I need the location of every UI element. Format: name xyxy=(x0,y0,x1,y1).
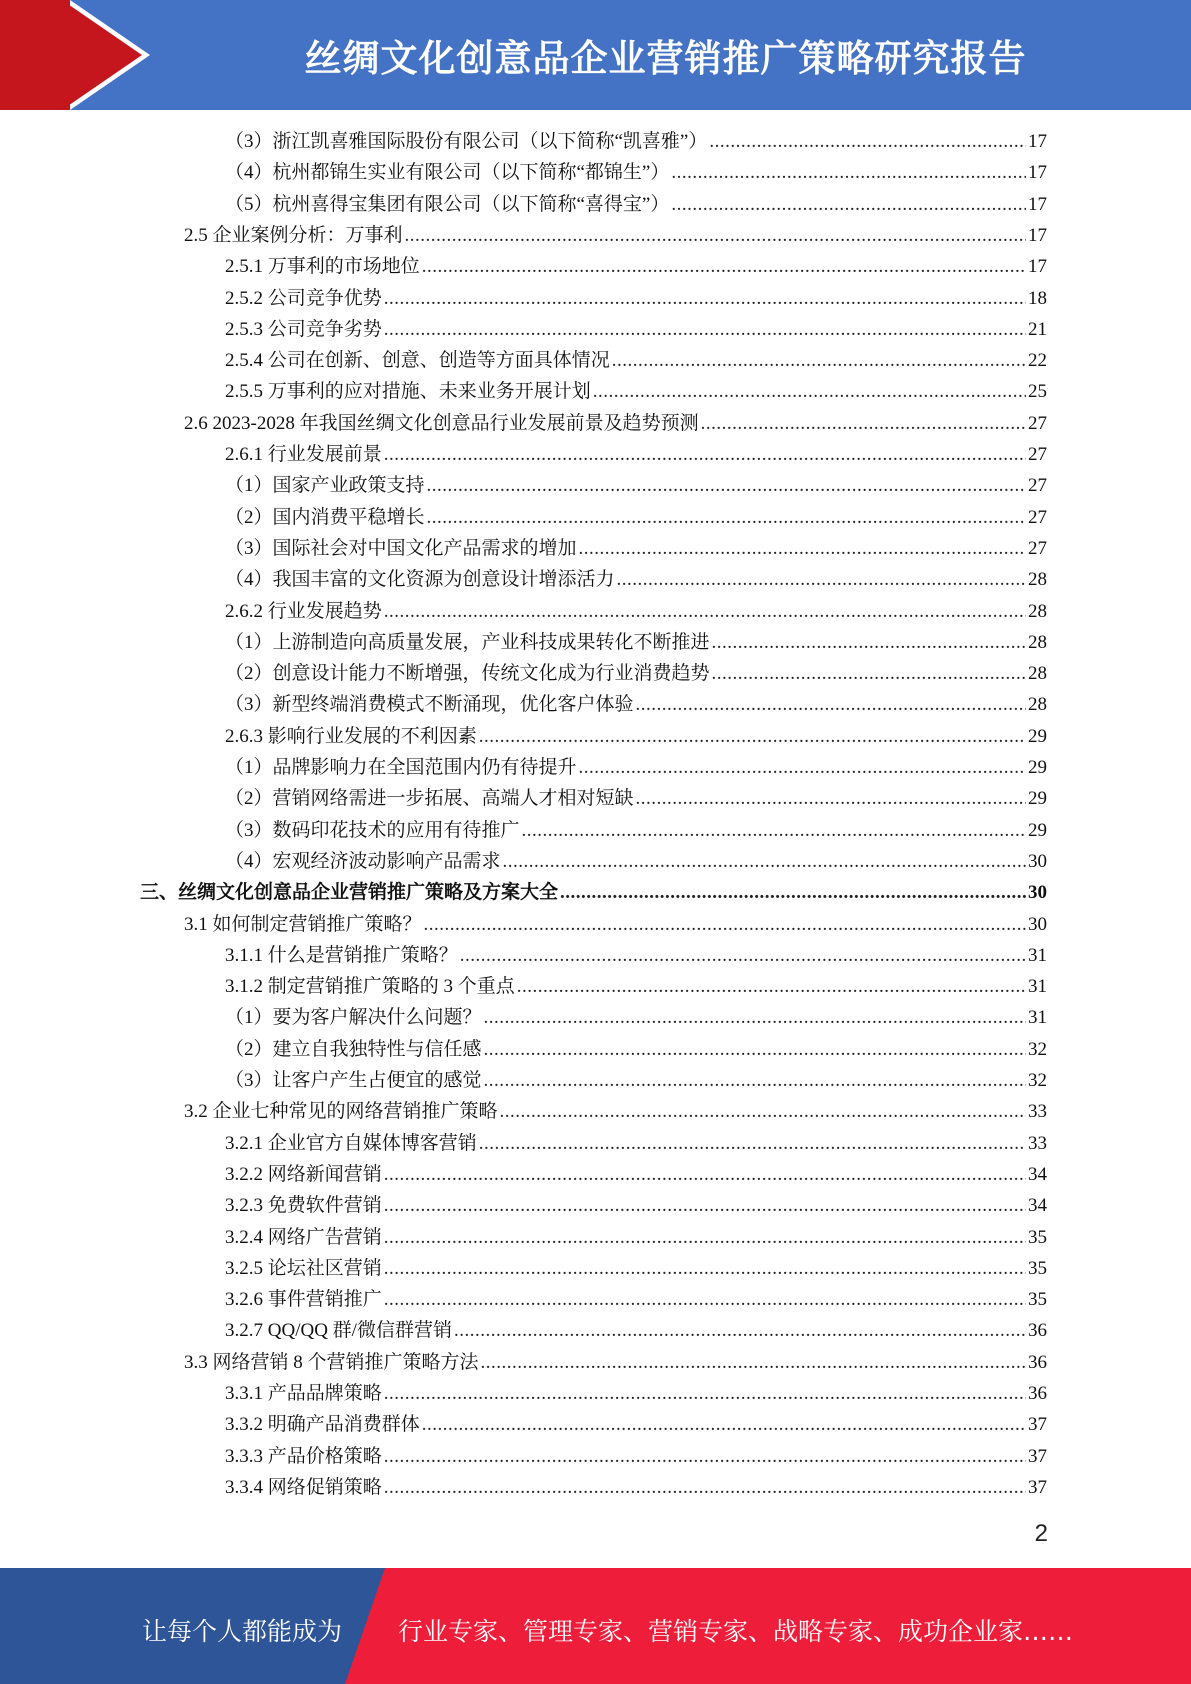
toc-entry[interactable] xyxy=(225,502,1047,533)
toc-leader-dots xyxy=(427,470,1026,501)
toc-entry-page: 25 xyxy=(1028,381,1047,403)
toc-entry[interactable] xyxy=(225,1190,1047,1221)
header-red-chevron xyxy=(62,0,142,110)
toc-entry[interactable] xyxy=(225,283,1047,314)
toc-entry-title: （4）宏观经济波动影响产品需求 xyxy=(225,850,501,872)
toc-leader-dots xyxy=(384,1284,1026,1315)
toc-entry-title: 三、丝绸文化创意品企业营销推广策略及方案大全 xyxy=(140,882,559,904)
toc-entry-page: 35 xyxy=(1028,1289,1047,1311)
toc-entry[interactable] xyxy=(225,314,1047,345)
toc-leader-dots xyxy=(484,1002,1026,1033)
toc-entry-page: 29 xyxy=(1028,819,1047,841)
header-red-block xyxy=(0,0,70,110)
toc-entry-title: 3.1.1 什么是营销推广策略？ xyxy=(225,944,458,966)
page-number: 2 xyxy=(1034,1520,1048,1547)
toc-entry-page: 36 xyxy=(1028,1320,1047,1342)
toc-entry[interactable] xyxy=(225,564,1047,595)
toc-entry-page: 28 xyxy=(1028,694,1047,716)
toc-entry-title: 2.6.1 行业发展前景 xyxy=(225,444,382,465)
toc-entry-page: 35 xyxy=(1028,1226,1047,1248)
toc-leader-dots xyxy=(427,502,1026,533)
toc-entry-title: 3.2.6 事件营销推广 xyxy=(225,1289,382,1311)
toc-leader-dots xyxy=(671,157,1026,188)
toc-entry[interactable] xyxy=(225,627,1047,658)
toc-entry[interactable] xyxy=(225,1034,1047,1065)
toc-entry-page: 17 xyxy=(1028,162,1047,184)
toc-entry[interactable] xyxy=(225,189,1047,220)
toc-entry-page: 37 xyxy=(1028,1476,1047,1498)
toc-entry[interactable] xyxy=(184,909,1047,940)
toc-entry-page: 33 xyxy=(1028,1132,1047,1154)
toc-entry[interactable] xyxy=(225,1253,1047,1284)
toc-leader-dots xyxy=(636,689,1026,720)
toc-entry-title: 2.6.2 行业发展趋势 xyxy=(225,600,382,622)
page-title: 丝绸文化创意品企业营销推广策略研究报告 xyxy=(304,37,1027,80)
toc-leader-dots xyxy=(422,251,1026,282)
toc-leader-dots xyxy=(612,345,1026,376)
toc-entry-title: 2.6.3 影响行业发展的不利因素 xyxy=(225,725,477,747)
toc-entry[interactable] xyxy=(225,658,1047,689)
toc-entry-page: 17 xyxy=(1028,256,1047,278)
toc-leader-dots xyxy=(701,408,1026,439)
toc-leader-dots xyxy=(522,815,1026,846)
toc-entry[interactable] xyxy=(225,721,1047,752)
toc-entry-title: （3）数码印花技术的应用有待推广 xyxy=(225,819,520,841)
toc-leader-dots xyxy=(384,314,1026,345)
toc-entry-page: 36 xyxy=(1028,1383,1047,1404)
toc-leader-dots xyxy=(405,220,1026,251)
toc-entry[interactable] xyxy=(225,846,1047,877)
toc-entry-title: （3）让客户产生占便宜的感觉 xyxy=(225,1070,482,1091)
toc-leader-dots xyxy=(517,971,1026,1002)
toc-leader-dots xyxy=(671,189,1026,220)
toc-entry-title: 3.2.7 QQ/QQ 群/微信群营销 xyxy=(225,1320,452,1342)
toc-entry[interactable] xyxy=(225,1284,1047,1315)
toc-entry[interactable] xyxy=(225,1472,1047,1503)
toc-entry-title: （3）新型终端消费模式不断涌现，优化客户体验 xyxy=(225,694,634,716)
footer-slogan-left: 让每个人都能成为 xyxy=(142,1617,343,1646)
toc-entry-page: 34 xyxy=(1028,1195,1047,1217)
toc-entry-page: 21 xyxy=(1028,318,1047,340)
toc-leader-dots xyxy=(481,1347,1026,1378)
toc-entry-page: 27 xyxy=(1028,537,1047,559)
toc-entry[interactable] xyxy=(225,752,1047,783)
toc-leader-dots xyxy=(479,1128,1026,1159)
toc-entry[interactable] xyxy=(225,971,1047,1002)
toc-entry-page: 27 xyxy=(1028,412,1047,434)
toc-entry-title: 3.3.4 网络促销策略 xyxy=(225,1476,382,1498)
toc-entry-title: 2.5.3 公司竞争劣势 xyxy=(225,318,382,340)
toc-entry-title: 3.3.2 明确产品消费群体 xyxy=(225,1414,420,1436)
toc-entry-page: 32 xyxy=(1028,1038,1047,1060)
toc-entry-title: （3）浙江凯喜雅国际股份有限公司（以下简称“凯喜雅”） xyxy=(225,131,708,152)
toc-entry-page: 31 xyxy=(1028,944,1047,966)
toc-entry-title: （1）上游制造向高质量发展，产业科技成果转化不断推进 xyxy=(225,631,710,653)
toc-entry-title: 3.1.2 制定营销推广策略的 3 个重点 xyxy=(225,976,515,998)
toc-entry[interactable] xyxy=(225,251,1047,282)
toc-entry[interactable] xyxy=(225,1002,1047,1033)
toc-entry-title: （4）我国丰富的文化资源为创意设计增添活力 xyxy=(225,569,615,591)
toc-entry[interactable] xyxy=(225,1315,1047,1346)
toc-entry[interactable] xyxy=(225,1128,1047,1159)
toc-entry[interactable] xyxy=(225,1409,1047,1440)
toc-entry-title: 3.1 如何制定营销推广策略？ xyxy=(184,913,422,935)
toc-entry[interactable] xyxy=(225,940,1047,971)
toc-entry[interactable] xyxy=(225,1222,1047,1253)
toc-leader-dots xyxy=(479,721,1026,752)
toc-entry-page: 34 xyxy=(1028,1163,1047,1185)
toc-entry-title: 3.2.3 免费软件营销 xyxy=(225,1195,382,1217)
toc-entry-page: 35 xyxy=(1028,1257,1047,1279)
toc-entry-title: 2.6 2023-2028 年我国丝绸文化创意品行业发展前景及趋势预测 xyxy=(184,412,699,434)
toc-entry-page: 27 xyxy=(1028,506,1047,528)
toc-entry-title: （3）国际社会对中国文化产品需求的增加 xyxy=(225,537,577,559)
toc-entry-title: （2）建立自我独特性与信任感 xyxy=(225,1038,482,1060)
toc-entry-page: 37 xyxy=(1028,1445,1047,1467)
toc-entry-title: 3.2.2 网络新闻营销 xyxy=(225,1163,382,1185)
toc-entry[interactable] xyxy=(225,1441,1047,1472)
footer-slogan-right: 行业专家、管理专家、营销专家、战略专家、成功企业家…… xyxy=(398,1617,1074,1646)
toc-entry-page: 30 xyxy=(1028,850,1047,872)
toc-leader-dots xyxy=(424,909,1026,940)
toc-entry-page: 37 xyxy=(1028,1414,1047,1436)
toc-entry-title: （2）创意设计能力不断增强，传统文化成为行业消费趋势 xyxy=(225,663,710,685)
toc-entry-title: （1）国家产业政策支持 xyxy=(225,475,425,497)
toc-leader-dots xyxy=(617,564,1026,595)
toc-entry-title: 3.2.4 网络广告营销 xyxy=(225,1226,382,1248)
toc-leader-dots xyxy=(384,1159,1026,1190)
toc-entry[interactable] xyxy=(225,126,1047,157)
toc-entry-page: 18 xyxy=(1028,287,1047,309)
toc-entry-title: （1）品牌影响力在全国范围内仍有待提升 xyxy=(225,757,577,778)
toc-entry[interactable] xyxy=(184,1347,1047,1378)
toc-leader-dots xyxy=(422,1409,1026,1440)
toc-entry-title: 2.5 企业案例分析：万事利 xyxy=(184,224,403,246)
toc-entry-page: 29 xyxy=(1028,788,1047,810)
toc-entry-page: 33 xyxy=(1028,1101,1047,1123)
toc-entry-title: 3.2.1 企业官方自媒体博客营销 xyxy=(225,1132,477,1154)
toc-entry-title: （2）营销网络需进一步拓展、高端人才相对短缺 xyxy=(225,788,634,810)
toc-leader-dots xyxy=(484,1065,1026,1096)
toc-leader-dots xyxy=(636,783,1026,814)
toc-entry-title: （4）杭州都锦生实业有限公司（以下简称“都锦生”） xyxy=(225,162,670,184)
toc-leader-dots xyxy=(560,877,1026,908)
toc-leader-dots xyxy=(384,1378,1026,1409)
toc-leader-dots xyxy=(384,1253,1026,1284)
page-header xyxy=(0,0,1191,110)
toc-entry-title: 2.5.2 公司竞争优势 xyxy=(225,287,382,309)
toc-entry[interactable] xyxy=(184,220,1047,251)
toc-leader-dots xyxy=(579,533,1026,564)
toc-entry-title: 2.5.1 万事利的市场地位 xyxy=(225,256,420,278)
toc-leader-dots xyxy=(712,658,1026,689)
toc-entry-page: 17 xyxy=(1028,224,1047,246)
toc-entry-title: 3.3.3 产品价格策略 xyxy=(225,1445,382,1467)
toc-entry-title: 2.5.4 公司在创新、创意、创造等方面具体情况 xyxy=(225,350,610,372)
toc-leader-dots xyxy=(454,1315,1026,1346)
toc-leader-dots xyxy=(384,439,1026,470)
toc-entry[interactable] xyxy=(225,376,1047,407)
toc-entry-page: 36 xyxy=(1028,1351,1047,1373)
toc-leader-dots xyxy=(384,1190,1026,1221)
toc-entry-page: 28 xyxy=(1028,600,1047,622)
toc-entry-title: 3.3.1 产品品牌策略 xyxy=(225,1383,382,1404)
toc-entry-title: （2）国内消费平稳增长 xyxy=(225,506,425,528)
toc-leader-dots xyxy=(500,1096,1026,1127)
toc-entry-title: （1）要为客户解决什么问题？ xyxy=(225,1007,482,1029)
toc-entry-page: 17 xyxy=(1028,131,1047,152)
page-footer xyxy=(0,1568,1191,1684)
toc-entry[interactable] xyxy=(225,783,1047,814)
toc-entry-page: 28 xyxy=(1028,631,1047,653)
toc-leader-dots xyxy=(384,1222,1026,1253)
toc-entry-page: 28 xyxy=(1028,569,1047,591)
toc-entry[interactable] xyxy=(225,596,1047,627)
toc-entry[interactable] xyxy=(140,877,1047,908)
toc-entry-page: 30 xyxy=(1028,882,1047,904)
toc-leader-dots xyxy=(503,846,1026,877)
toc-entry[interactable] xyxy=(225,1065,1047,1096)
toc-entry-page: 28 xyxy=(1028,663,1047,685)
toc-entry-title: 3.2.5 论坛社区营销 xyxy=(225,1257,382,1279)
toc-leader-dots xyxy=(579,752,1026,783)
toc-entry-page: 31 xyxy=(1028,976,1047,998)
toc-entry-page: 27 xyxy=(1028,475,1047,497)
toc-entry-page: 27 xyxy=(1028,444,1047,465)
toc-entry-title: 2.5.5 万事利的应对措施、未来业务开展计划 xyxy=(225,381,591,403)
toc-entry[interactable] xyxy=(225,815,1047,846)
toc-leader-dots xyxy=(712,627,1026,658)
toc-leader-dots xyxy=(593,376,1026,407)
toc-entry[interactable] xyxy=(225,439,1047,470)
toc-entry[interactable] xyxy=(225,470,1047,501)
toc-entry-page: 29 xyxy=(1028,725,1047,747)
toc-leader-dots xyxy=(384,283,1026,314)
toc-entry-title: 3.3 网络营销 8 个营销推广策略方法 xyxy=(184,1351,479,1373)
toc-entry[interactable] xyxy=(225,345,1047,376)
toc-leader-dots xyxy=(460,940,1026,971)
toc-entry[interactable] xyxy=(184,1096,1047,1127)
toc-entry[interactable] xyxy=(225,689,1047,720)
toc-entry-page: 31 xyxy=(1028,1007,1047,1029)
toc-entry[interactable] xyxy=(225,533,1047,564)
toc-entry-page: 17 xyxy=(1028,193,1047,215)
toc-entry-title: 3.2 企业七种常见的网络营销推广策略 xyxy=(184,1101,498,1123)
toc-entry[interactable] xyxy=(225,1159,1047,1190)
toc-entry-page: 30 xyxy=(1028,913,1047,935)
toc-entry[interactable] xyxy=(225,1378,1047,1409)
toc-entry[interactable] xyxy=(184,408,1047,439)
toc-leader-dots xyxy=(484,1034,1026,1065)
toc-entry-page: 29 xyxy=(1028,757,1047,778)
toc-entry-title: （5）杭州喜得宝集团有限公司（以下简称“喜得宝”） xyxy=(225,193,670,215)
toc-leader-dots xyxy=(709,126,1026,157)
toc-entry-page: 22 xyxy=(1028,350,1047,372)
toc-leader-dots xyxy=(384,1441,1026,1472)
toc-leader-dots xyxy=(384,1472,1026,1503)
toc-entry[interactable] xyxy=(225,157,1047,188)
toc-leader-dots xyxy=(384,596,1026,627)
toc-entry-page: 32 xyxy=(1028,1070,1047,1091)
